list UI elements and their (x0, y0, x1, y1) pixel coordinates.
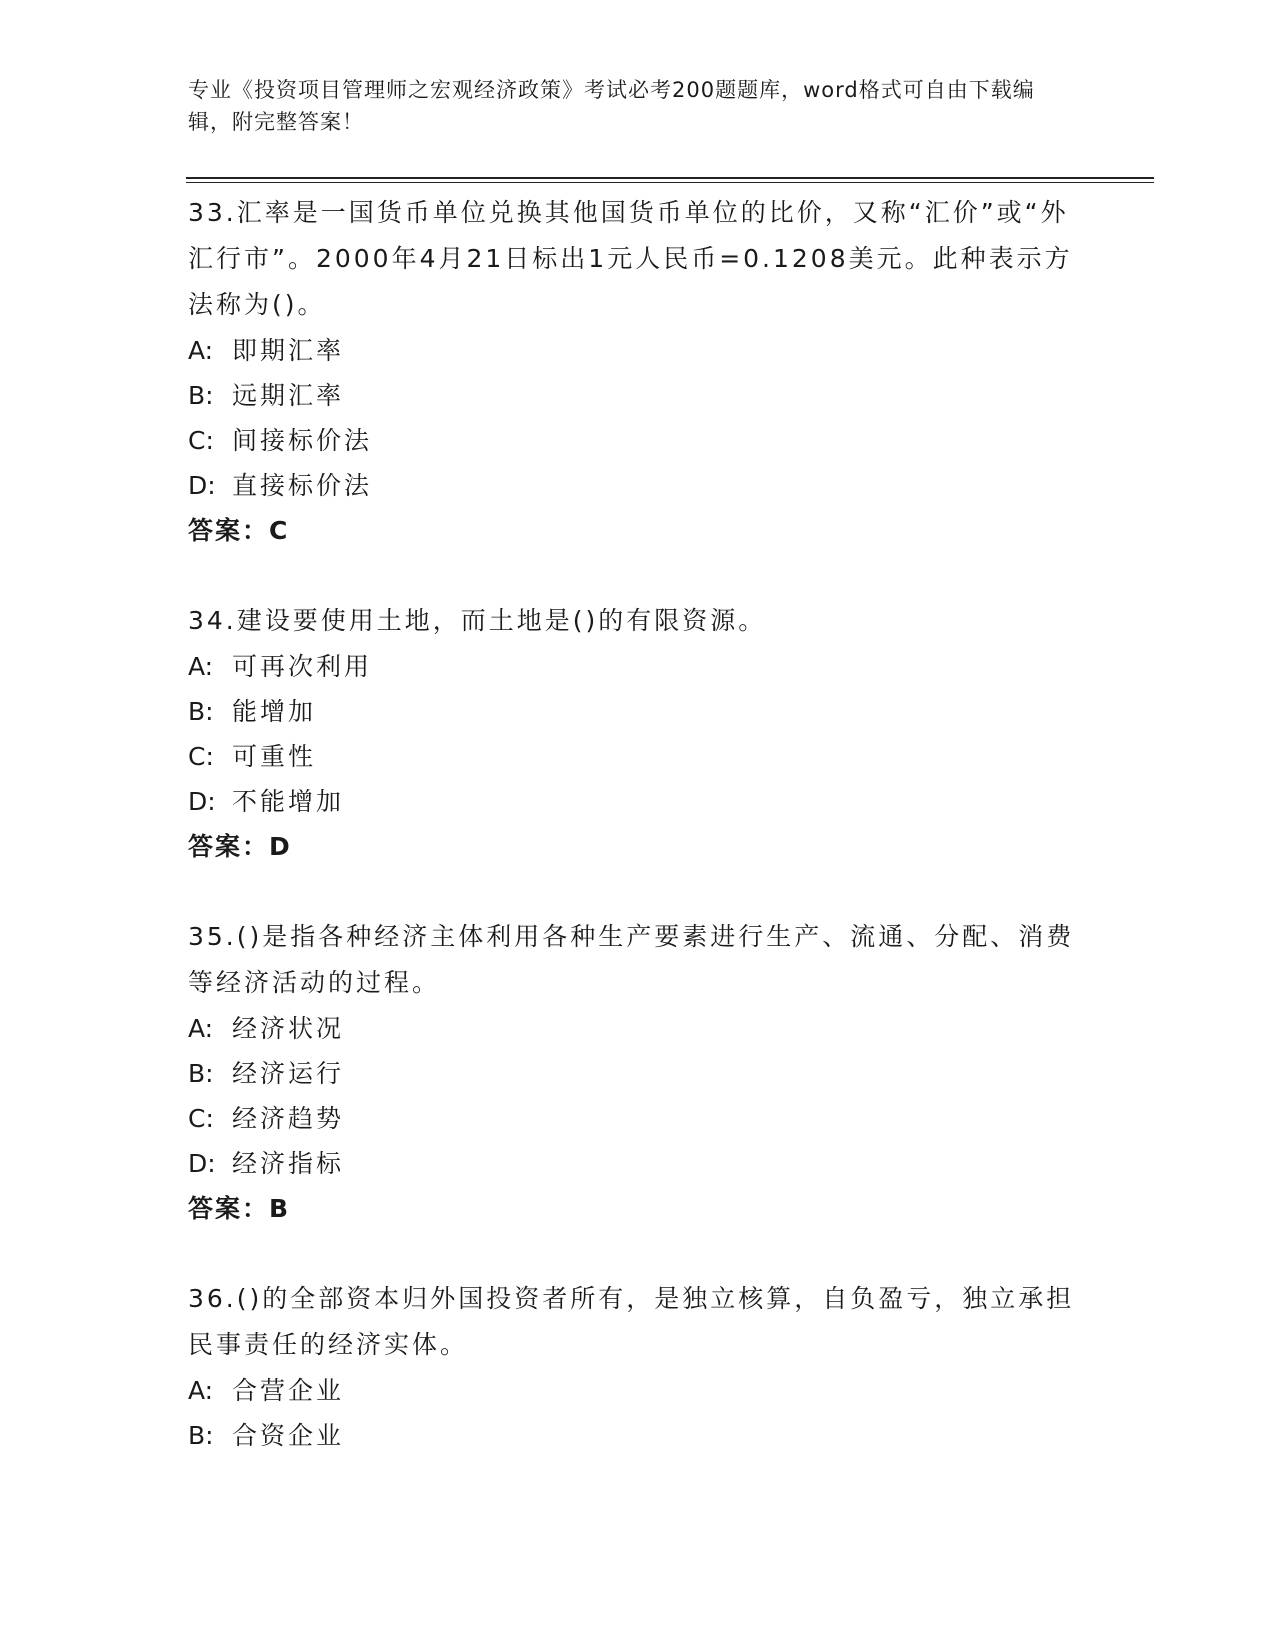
header-rule-top (186, 177, 1154, 179)
option-letter: B: (188, 697, 214, 726)
question-stem: 33.汇率是一国货币单位兑换其他国货币单位的比价，又称“汇价”或“外汇行市”。2000年4月21日标出1元人民币=0.1208美元。此种表示方法称为()。 (188, 198, 1073, 319)
option-text: 合营企业 (232, 1376, 345, 1405)
option-text: 能增加 (232, 697, 317, 726)
option-text: 经济指标 (232, 1149, 345, 1178)
option-text: 即期汇率 (232, 336, 345, 365)
option-letter: A: (188, 1014, 214, 1043)
option-d (188, 463, 1088, 508)
question-33 (188, 190, 1088, 554)
option-a (188, 1368, 1088, 1413)
option-text: 间接标价法 (232, 426, 373, 455)
option-letter: A: (188, 1376, 214, 1405)
option-letter: D: (188, 1149, 216, 1178)
question-35 (188, 914, 1088, 1232)
option-text: 远期汇率 (232, 381, 345, 410)
option-d (188, 1141, 1088, 1186)
question-34 (188, 598, 1088, 870)
option-text: 直接标价法 (232, 471, 373, 500)
option-letter: A: (188, 336, 214, 365)
option-text: 可再次利用 (232, 652, 373, 681)
option-a (188, 328, 1088, 373)
option-letter: D: (188, 787, 216, 816)
option-text: 合资企业 (232, 1421, 345, 1450)
page-header: 专业《投资项目管理师之宏观经济政策》考试必考200题题库，word格式可自由下载编辑，附完整答案！ (188, 78, 1035, 134)
option-text: 可重性 (232, 742, 317, 771)
option-c (188, 1096, 1088, 1141)
option-b (188, 373, 1088, 418)
option-text: 不能增加 (232, 787, 345, 816)
option-b (188, 689, 1088, 734)
option-letter: D: (188, 471, 216, 500)
answer-label: 答案：C (188, 516, 290, 545)
option-letter: C: (188, 1104, 214, 1133)
option-b (188, 1413, 1088, 1458)
option-a (188, 644, 1088, 689)
option-text: 经济运行 (232, 1059, 345, 1088)
question-list (188, 190, 1088, 1502)
option-b (188, 1051, 1088, 1096)
option-letter: B: (188, 1421, 214, 1450)
answer-label: 答案：D (188, 832, 292, 861)
question-stem: 35.()是指各种经济主体利用各种生产要素进行生产、流通、分配、消费等经济活动的过程。 (188, 922, 1075, 997)
option-c (188, 734, 1088, 779)
option-text: 经济趋势 (232, 1104, 345, 1133)
option-letter: C: (188, 426, 214, 455)
option-a (188, 1006, 1088, 1051)
option-text: 经济状况 (232, 1014, 345, 1043)
question-stem: 34.建设要使用土地，而土地是()的有限资源。 (188, 606, 767, 635)
option-letter: B: (188, 381, 214, 410)
option-d (188, 779, 1088, 824)
answer-label: 答案：B (188, 1194, 291, 1223)
header-rule-bottom (186, 182, 1154, 183)
option-letter: C: (188, 742, 214, 771)
option-letter: B: (188, 1059, 214, 1088)
option-c (188, 418, 1088, 463)
question-stem: 36.()的全部资本归外国投资者所有，是独立核算，自负盈亏，独立承担民事责任的经济实体。 (188, 1284, 1075, 1359)
option-letter: A: (188, 652, 214, 681)
question-36 (188, 1276, 1088, 1458)
